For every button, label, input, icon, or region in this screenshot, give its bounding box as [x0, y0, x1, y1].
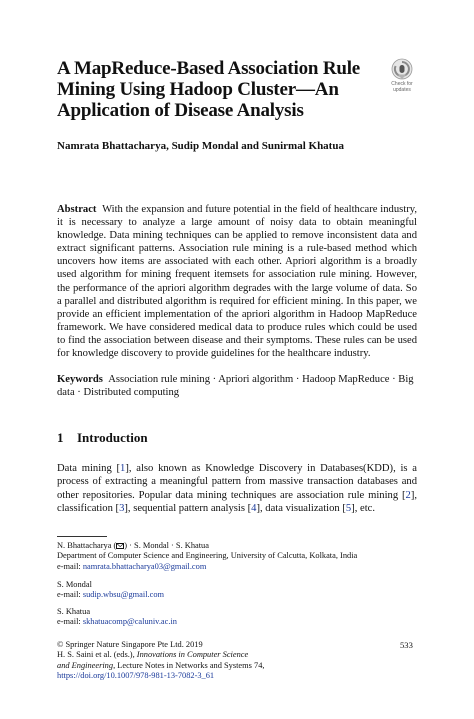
author-name: S. Mondal [57, 580, 92, 589]
book-title: Innovations in Computer Science [136, 650, 249, 660]
title-line-3: Application of Disease Analysis [57, 100, 304, 121]
intro-paragraph [57, 462, 417, 515]
doi-link[interactable]: https://doi.org/10.1007/978-981-13-7082-3_61 [57, 671, 215, 681]
keywords [57, 373, 417, 399]
intro-text: ], etc. [351, 502, 376, 514]
section-heading [57, 430, 148, 446]
footnote-divider [57, 536, 107, 537]
title-line-2: Mining Using Hadoop Cluster—An [57, 79, 339, 100]
series-info: , Lecture Notes in Networks and Systems 74, [113, 660, 265, 670]
intro-text: ], sequential pattern analysis [ [124, 502, 252, 514]
department-text: Department of Computer Science and Engineering, University of Calcutta, Kolkata, India [57, 551, 358, 561]
check-for-updates-badge[interactable] [385, 58, 419, 100]
email-link[interactable]: skhatuacomp@caluniv.ac.in [82, 617, 177, 627]
citation-link[interactable]: 5 [345, 502, 352, 514]
badge-text-1: Check for [391, 81, 413, 87]
abstract-label: Abstract [57, 204, 97, 215]
email-link[interactable]: namrata.bhattacharya03@gmail.com [82, 561, 207, 571]
intro-text: Data mining [ [57, 463, 121, 474]
paper-title [57, 58, 377, 121]
email-label: e-mail: [57, 590, 81, 600]
citation-link[interactable]: 4 [251, 502, 257, 514]
badge-text-2: updates [393, 86, 411, 93]
copyright-block [57, 640, 417, 682]
citation-link[interactable]: 3 [119, 502, 125, 514]
abstract-text: With the expansion and future potential in the field of healthcare industry, it is necessary to analyze a large amount of noisy data to obtain meaningful knowledge. Data mining techniques can be applied to remove inconsistent data and extract significant patterns. Association rule mining is a rule-based method which uncovers how items are associated with each other. Apriori algorithm is a broadly used algorithm for mining frequent itemsets for association rule mining. However, the performance of the apriori algorithm degrades with the large volume of data. So a parallel and distributed algorithm is required for efficient mining. In this paper, we provide an efficient implementation of the apriori algorithm in Hadoop MapReduce framework. We have considered medical data to produce rules which could be used to find the association between disease and their symptoms. These rules can be used for knowledge discovery to provide guidelines for the healthcare industry. [57, 204, 417, 360]
author-list: Namrata Bhattacharya, Sudip Mondal and Sunirmal Khatua [57, 140, 344, 152]
section-number: 1 [57, 430, 64, 445]
citation-link[interactable]: 1 [120, 463, 126, 474]
email-label: e-mail: [57, 617, 81, 627]
author-footnote-1 [57, 541, 417, 572]
footnote-text: N. Bhattacharya ( [57, 541, 117, 550]
footnote-text: ) · S. Mondal · S. Khatua [124, 541, 209, 550]
section-title: Introduction [77, 430, 148, 445]
intro-text: ], classification [ [57, 489, 417, 514]
keywords-text: Association rule mining · Apriori algorithm · Hadoop MapReduce · Big data · Distributed computing [57, 374, 414, 399]
email-label: e-mail: [57, 561, 81, 571]
keywords-label: Keywords [57, 374, 103, 385]
intro-text: ], data visualization [ [256, 502, 346, 514]
citation-link[interactable]: 2 [405, 489, 411, 501]
page-number: 533 [400, 640, 413, 650]
book-editors: H. S. Saini et al. (eds.), [57, 650, 137, 660]
author-footnote-2 [57, 580, 417, 601]
abstract [57, 203, 417, 360]
author-footnote-3 [57, 607, 417, 628]
book-title: and Engineering [57, 660, 114, 670]
check-updates-icon [391, 58, 413, 82]
email-link[interactable]: sudip.wbsu@gmail.com [82, 590, 165, 600]
envelope-icon [116, 543, 124, 549]
title-line-1: A MapReduce-Based Association Rule [57, 58, 361, 79]
intro-text: ], also known as Knowledge Discovery in Databases(KDD), is a process of extracting a meaningful pattern from massive transaction databases and other repositories. Popular data mining techniques are association rule mining [ [57, 463, 417, 501]
copyright-line: © Springer Nature Singapore Pte Ltd. 2019 [57, 640, 203, 649]
author-name: S. Khatua [57, 607, 91, 616]
